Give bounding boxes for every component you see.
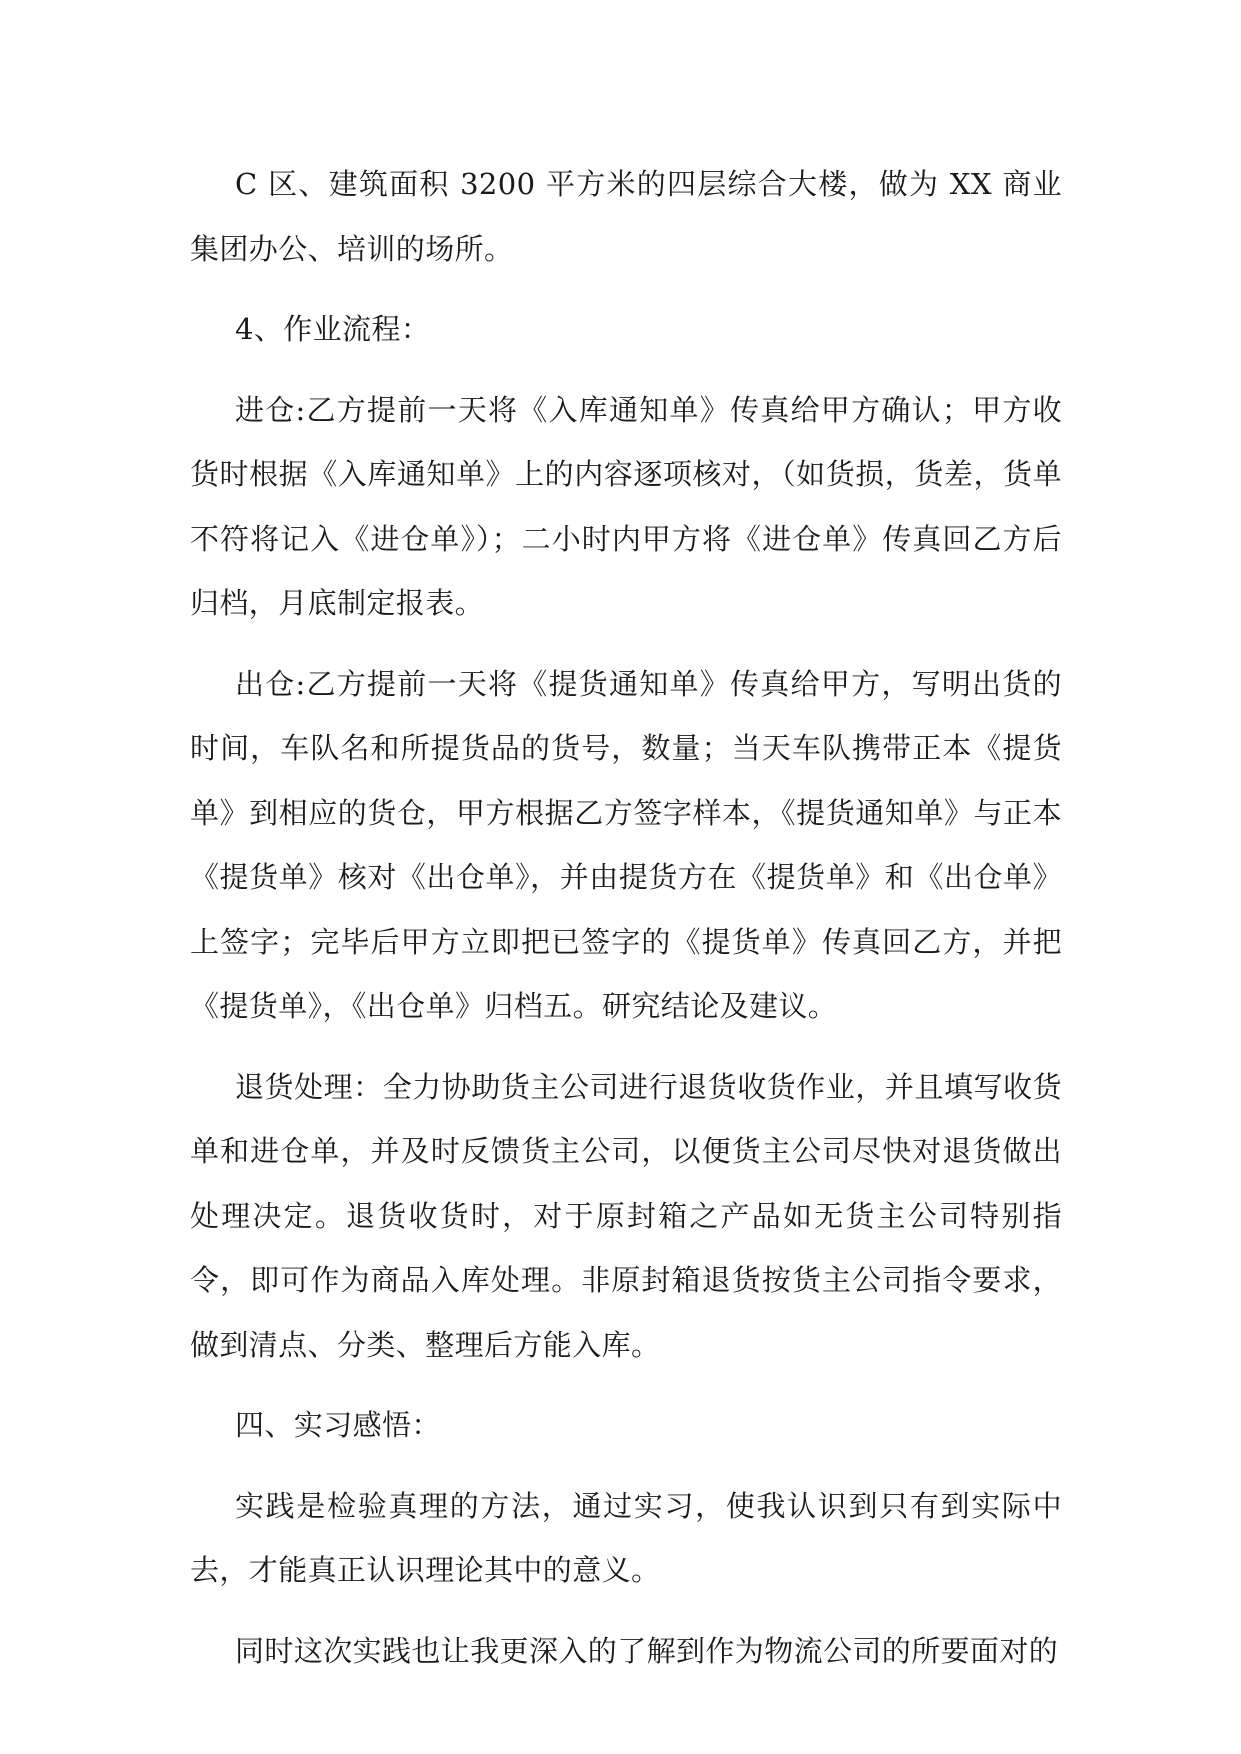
paragraph-building-intro: C 区、建筑面积 3200 平方米的四层综合大楼，做为 XX 商业集团办公、培训的场所。 — [190, 167, 1062, 266]
paragraph-outbound: 出仓:乙方提前一天将《提货通知单》传真给甲方，写明出货的时间，车队名和所提货品的货号，数量；当天车队携带正本《提货单》到相应的货仓，甲方根据乙方签字样本，《提货通知单》与正本《提货单》核对《出仓单》，并由提货方在《提货单》和《出仓单》上签字；完毕后甲方立即把已签字的《提货单》传真回乙方，并把《提货单》，《出仓单》归档五。研究结论及建议。 — [190, 666, 1062, 1023]
paragraph-inbound: 进仓:乙方提前一天将《入库通知单》传真给甲方确认；甲方收货时根据《入库通知单》上的内容逐项核对，（如货损，货差，货单不符将记入《进仓单》）；二小时内甲方将《进仓单》传真回乙方后归档，月底制定报表。 — [190, 392, 1062, 620]
heading-workflow: 4、作业流程： — [235, 312, 431, 346]
paragraph-returns: 退货处理：全力协助货主公司进行退货收货作业，并且填写收货单和进仓单，并及时反馈货主公司，以便货主公司尽快对退货做出处理决定。退货收货时，对于原封箱之产品如无货主公司特别指令，即可作为商品入库处理。非原封箱退货按货主公司指令要求，做到清点、分类、整理后方能入库。 — [190, 1069, 1062, 1362]
heading-reflections: 四、实习感悟： — [235, 1408, 441, 1442]
paragraph-practice: 实践是检验真理的方法，通过实习，使我认识到只有到实际中去，才能真正认识理论其中的意义。 — [190, 1488, 1062, 1587]
paragraph-understanding: 同时这次实践也让我更深入的了解到作为物流公司的所要面对的 — [235, 1633, 1059, 1668]
document-page — [190, 152, 1062, 1699]
